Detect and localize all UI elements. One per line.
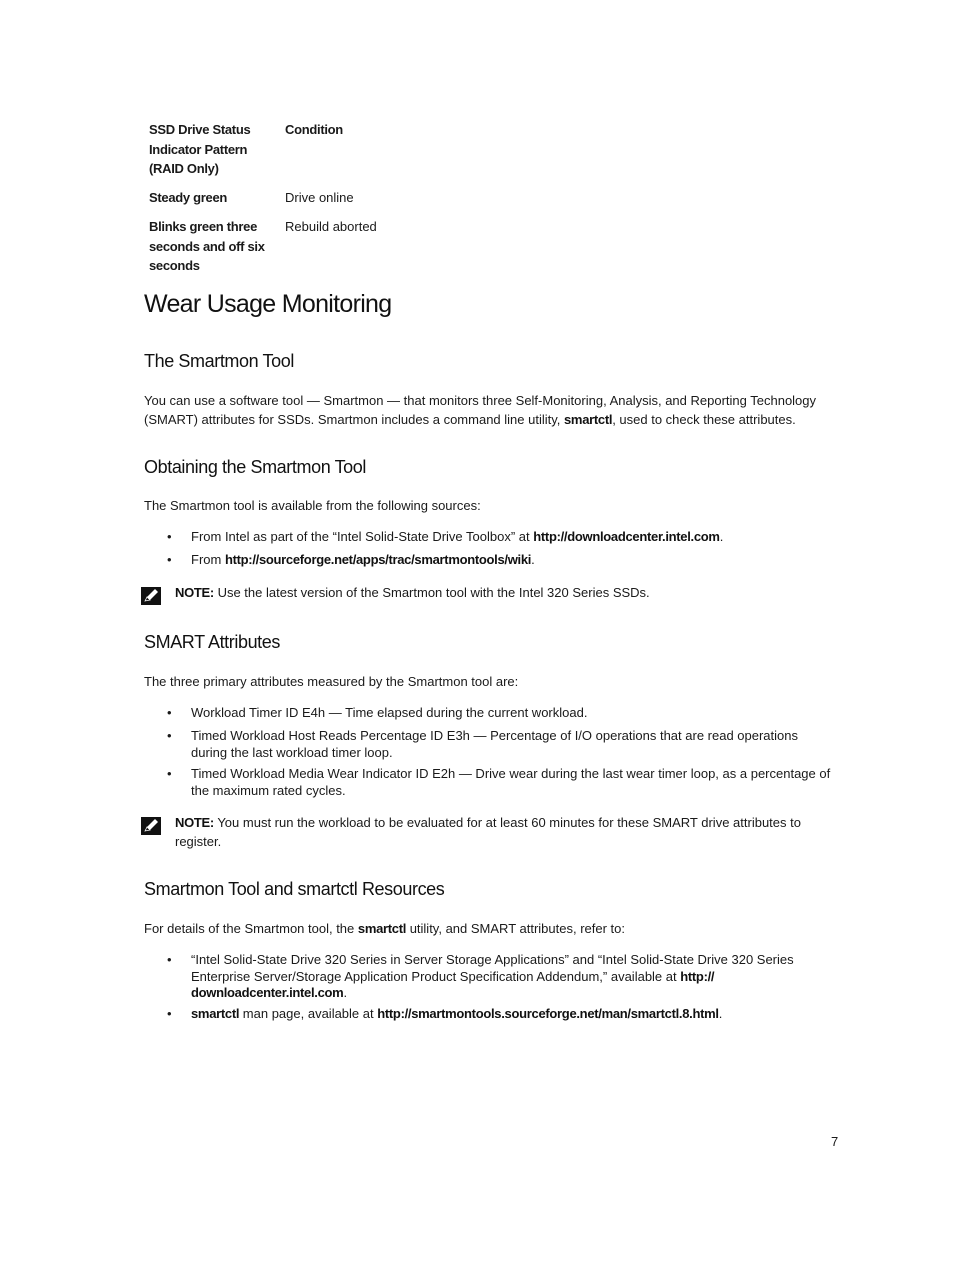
intel-download-link[interactable]: http:// downloadcenter.intel.com [191, 968, 715, 1000]
section-heading-attributes: SMART Attributes [144, 632, 280, 652]
table-cell-pattern: Blinks green three seconds and off six seconds [149, 219, 265, 273]
text-run: From Intel as part of the “Intel Solid-State Drive Toolbox” at [191, 529, 534, 544]
bullet-icon: • [167, 952, 172, 967]
bullet-icon: • [167, 705, 172, 720]
text-run: , used to check these attributes. [612, 412, 796, 427]
list-item: Workload Timer ID E4h — Time elapsed during the current workload. [191, 705, 588, 720]
table-row [149, 217, 449, 277]
bullet-icon: • [167, 529, 172, 544]
table-cell-condition: Drive online [285, 190, 354, 205]
bullet-icon: • [167, 1006, 172, 1021]
note-pencil-icon [140, 816, 162, 836]
text-run: . [531, 552, 535, 567]
list-item [191, 529, 837, 546]
text-run: “Intel Solid-State Drive 320 Series in Server Storage Applications” and “Intel Solid-State Drive 320 Series Enterprise Server/Storage Application Product Specification Addendum,” available at [191, 952, 794, 984]
attributes-intro: The three primary attributes measured by the Smartmon tool are: [144, 674, 519, 689]
section-heading-obtaining: Obtaining the Smartmon Tool [144, 457, 366, 477]
page-title: Wear Usage Monitoring [144, 290, 392, 318]
section-heading-resources: Smartmon Tool and smartctl Resources [144, 879, 445, 899]
text-run: . [343, 985, 348, 1000]
text-run: . [718, 1006, 723, 1021]
sourceforge-wiki-link[interactable]: http://sourceforge.net/apps/trac/smartmontools/wiki [224, 552, 532, 567]
smartctl-code: smartctl [191, 1006, 240, 1021]
note-label: NOTE: [175, 815, 214, 830]
bullet-icon: • [167, 766, 172, 781]
status-table [149, 120, 449, 277]
smartctl-code: smartctl [564, 412, 613, 427]
table-header-condition: Condition [285, 122, 343, 137]
note-label: NOTE: [175, 585, 214, 600]
section-heading-smartmon: The Smartmon Tool [144, 351, 294, 371]
table-row [149, 188, 449, 217]
table-cell-pattern: Steady green [149, 190, 228, 205]
table-header-pattern: SSD Drive Status Indicator Pattern (RAID Only) [149, 122, 251, 176]
list-item [191, 952, 837, 1002]
text-run: Use the latest version of the Smartmon tool with the Intel 320 Series SSDs. [213, 585, 650, 600]
smartmon-paragraph [144, 391, 836, 429]
table-cell-condition: Rebuild aborted [285, 219, 377, 234]
page-number: 7 [831, 1134, 839, 1149]
resources-intro [144, 919, 836, 938]
text-run: You must run the workload to be evaluated for at least 60 minutes for these SMART drive attributes to register. [175, 815, 801, 849]
intel-download-link[interactable]: http://downloadcenter.intel.com [533, 529, 720, 544]
note-attributes [175, 813, 835, 851]
list-item: Timed Workload Host Reads Percentage ID E3h — Percentage of I/O operations that are read operations during the last workload timer loop. [191, 728, 798, 760]
table-header-row [149, 120, 449, 188]
text-run: You can use a software tool — Smartmon — that monitors three Self-Monitoring, Analysis, and Reporting Technology (SMART) attributes for SSDs. Smartmon includes a command line utility, [144, 393, 817, 427]
text-run: For details of the Smartmon tool, the [144, 921, 358, 936]
note-pencil-icon [140, 586, 162, 606]
smartctl-code: smartctl [357, 921, 407, 936]
bullet-icon: • [167, 552, 172, 567]
list-item: Timed Workload Media Wear Indicator ID E2h — Drive wear during the last wear timer loop, as a percentage of the maximum rated cycles. [191, 766, 831, 798]
list-item [191, 552, 837, 569]
note-obtaining [175, 583, 835, 602]
bullet-icon: • [167, 728, 172, 743]
list-item [191, 1006, 837, 1023]
obtaining-intro: The Smartmon tool is available from the following sources: [144, 498, 481, 513]
text-run: . [719, 529, 724, 544]
smartctl-man-page-link[interactable]: http://smartmontools.sourceforge.net/man/smartctl.8.html [377, 1006, 719, 1021]
text-run: utility, and SMART attributes, refer to: [406, 921, 626, 936]
text-run: man page, available at [239, 1006, 378, 1021]
text-run: From [191, 552, 225, 567]
